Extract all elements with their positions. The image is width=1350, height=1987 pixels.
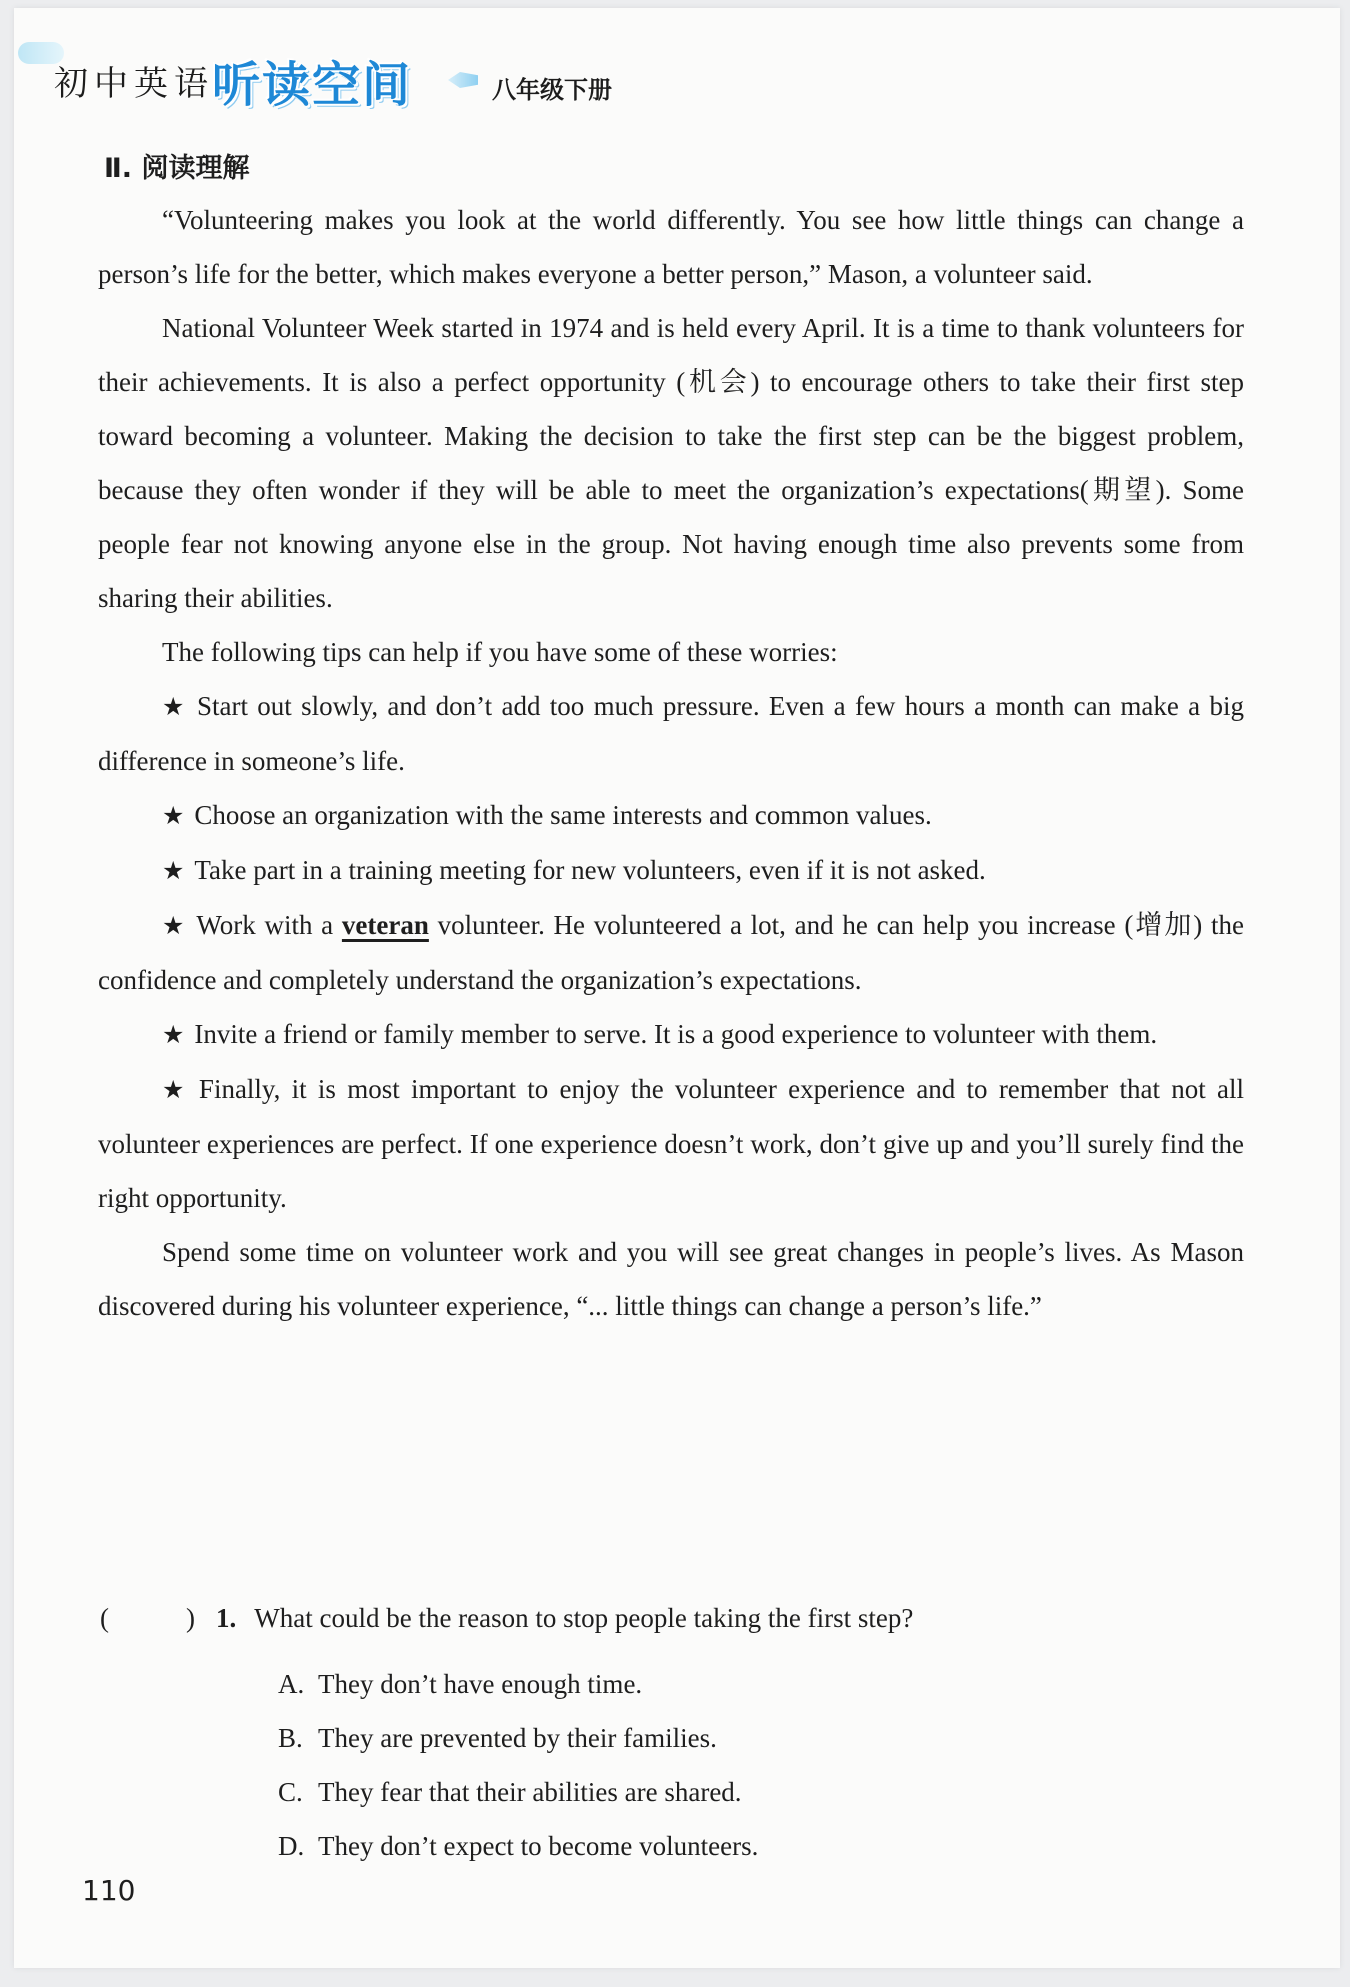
tip-text-end: volunteer. He volunteered a lot, and he can help you increase (增加) the confidence and completely understand the organization’s expectations. <box>98 910 1245 995</box>
tip-text-start: Work with a <box>196 910 334 940</box>
reading-passage <box>98 193 1244 1333</box>
passage-paragraph: National Volunteer Week started in 1974 and is held every April. It is a time to thank volunteers for their achievements. It is also a perfect opportunity (机会) to encourage others to take their first step toward becoming a volunteer. Making the decision to take the first step can be the biggest problem, because they often wonder if they will be able to meet the organization’s expectations(期望). Some people fear not knowing anyone else in the group. Not having enough time also prevents some from sharing their abilities. <box>98 313 1244 613</box>
option-a <box>278 1657 1250 1711</box>
tip-text: Start out slowly, and don’t add too much pressure. Even a few hours a month can make a big difference in someone’s life. <box>98 691 1244 776</box>
tip-item <box>98 1062 1244 1225</box>
question-text: What could be the reason to stop people taking the first step? <box>254 1603 914 1633</box>
star-icon: ★ <box>162 1020 185 1049</box>
tip-item <box>98 898 1244 1007</box>
question-number: 1. <box>216 1603 237 1633</box>
passage-paragraph: The following tips can help if you have some of these worries: <box>162 637 838 667</box>
option-text: They don’t expect to become volunteers. <box>318 1831 759 1861</box>
answer-options <box>278 1657 1250 1873</box>
series-title: 初中英语 <box>54 64 214 104</box>
passage-paragraph: “Volunteering makes you look at the world differently. You see how little things can change a person’s life for the better, which makes everyone a better person,” Mason, a volunteer said. <box>98 205 1244 289</box>
brand-logo-text: 听读空间 <box>212 57 413 113</box>
tip-text: Take part in a training meeting for new volunteers, even if it is not asked. <box>194 855 986 885</box>
section-heading: Ⅱ. 阅读理解 <box>104 153 250 184</box>
tip-text: Choose an organization with the same interests and common values. <box>194 800 932 830</box>
option-letter: C. <box>278 1777 303 1807</box>
tip-text: Invite a friend or family member to serve. It is a good experience to volunteer with them. <box>194 1019 1158 1049</box>
answer-blank-close: ) <box>186 1603 195 1633</box>
option-d <box>278 1819 1250 1873</box>
tip-item <box>98 843 1244 898</box>
option-letter: A. <box>278 1669 305 1699</box>
option-text: They are prevented by their families. <box>318 1723 717 1753</box>
star-icon: ★ <box>162 692 187 721</box>
page-header <box>14 8 1340 118</box>
grade-label: 八年级下册 <box>492 76 612 104</box>
question-stem <box>100 1603 1250 1657</box>
star-icon: ★ <box>162 856 185 885</box>
star-icon: ★ <box>162 1075 189 1104</box>
highlighted-keyword: veteran <box>341 910 429 940</box>
option-letter: B. <box>278 1723 303 1753</box>
question-1 <box>100 1603 1250 1873</box>
option-text: They don’t have enough time. <box>318 1669 643 1699</box>
option-text: They fear that their abilities are shared. <box>318 1777 742 1807</box>
option-b <box>278 1711 1250 1765</box>
passage-paragraph: Spend some time on volunteer work and you will see great changes in people’s lives. As Mason discovered during his volunteer experience, “... little things can change a person’s life.” <box>98 1237 1244 1321</box>
tip-item <box>98 788 1244 843</box>
tip-item <box>98 1007 1244 1062</box>
option-c <box>278 1765 1250 1819</box>
arrow-decoration-icon <box>448 72 478 88</box>
tip-item <box>98 679 1244 788</box>
star-icon: ★ <box>162 801 185 830</box>
option-letter: D. <box>278 1831 305 1861</box>
tip-text: Finally, it is most important to enjoy the volunteer experience and to remember that not all volunteer experiences are perfect. If one experience doesn’t work, don’t give up and you’ll surely find the right opportunity. <box>98 1074 1244 1213</box>
page-number: 110 <box>82 1874 136 1907</box>
answer-blank-open: ( <box>100 1603 109 1633</box>
textbook-page <box>14 8 1340 1968</box>
star-icon: ★ <box>162 911 187 940</box>
